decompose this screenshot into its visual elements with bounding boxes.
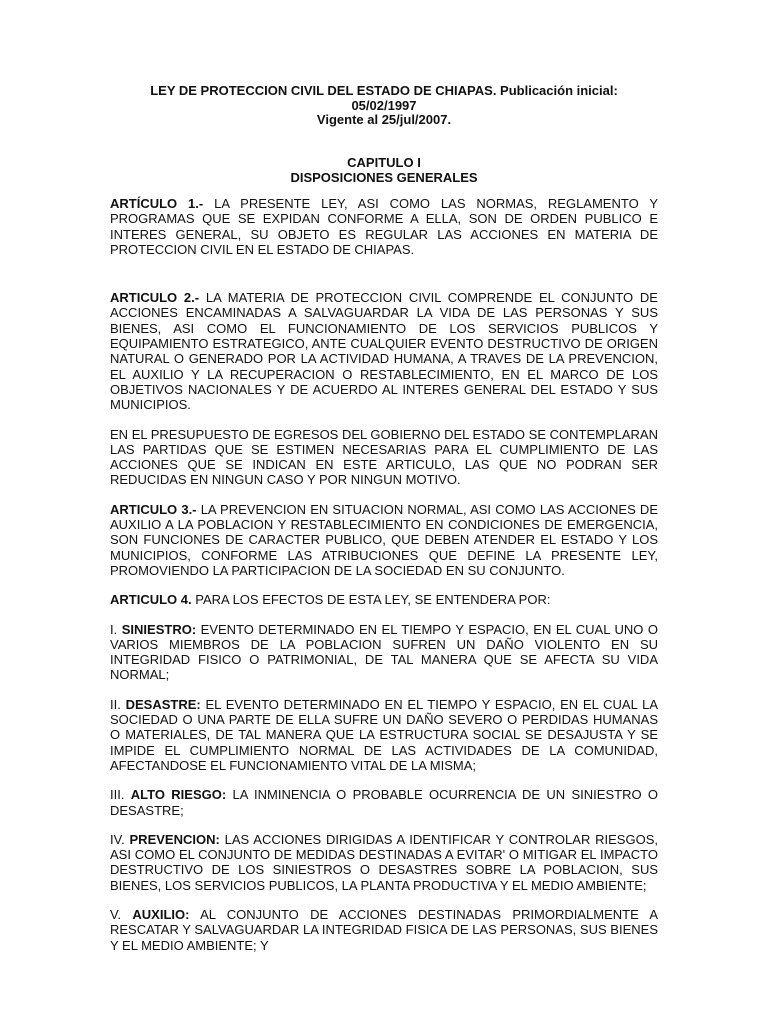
article-3-paragraph: [110, 502, 658, 578]
budget-text: EN EL PRESUPUESTO DE EGRESOS DEL GOBIERNO DEL ESTADO SE CONTEMPLARAN LAS PARTIDAS QUE SE ESTIMEN NECESARIAS PARA EL CUMPLIMIENTO DE LAS ACCIONES QUE SE INDICAN EN ESTE ARTICULO, LAS QUE NO PODRAN SER REDUCIDAS EN NINGUN CASO Y POR NINGUN MOTIVO.: [110, 426, 658, 488]
document-header: [110, 84, 658, 128]
article-4-paragraph: [110, 592, 658, 607]
article-1-paragraph: [110, 196, 658, 257]
definition-text: LAS ACCIONES DIRIGIDAS A IDENTIFICAR Y CONTROLAR RIESGOS, ASI COMO EL CONJUNTO DE MEDIDAS DESTINADAS A EVITAR' O MITIGAR EL IMPACTO DESTRUCTIVO DE LOS SINIESTROS O DESASTRES SOBRE LA POBLACION, SUS BIENES, LOS SERVICIOS PUBLICOS, LA PLANTA PRODUCTIVA Y EL MEDIO AMBIENTE;: [110, 831, 658, 893]
definition-term: ALTO RIESGO:: [130, 787, 227, 803]
article-2-paragraph: [110, 290, 658, 412]
document-body: [110, 196, 658, 953]
definition-auxilio: V. AUXILIO: AL CONJUNTO DE ACCIONES DESTINADAS PRIMORDIALMENTE A RESCATAR Y SALVAGUARDAR LA INTEGRIDAD FISICA DE LAS PERSONAS, SUS BIENES Y EL MEDIO AMBIENTE; Y: [110, 906, 658, 953]
article-2-text: LA MATERIA DE PROTECCION CIVIL COMPRENDE EL CONJUNTO DE ACCIONES ENCAMINADAS A SALVAGUARDAR LA VIDA DE LAS PERSONAS Y SUS BIENES, ASI COMO EL FUNCIONAMIENTO DE LOS SERVICIOS PUBLICOS Y EQUIPAMIENTO ESTRATEGICO, ANTE CUALQUIER EVENTO DESTRUCTIVO DE ORIGEN NATURAL O GENERADO POR LA ACTIVIDAD HUMANA, A TRAVES DE LA PREVENCION, EL AUXILIO Y LA RECUPERACION O RESTABLECIMIENTO, EN EL MARCO DE LOS OBJETIVOS NACIONALES Y DE ACUERDO AL INTERES GENERAL DEL ESTADO Y SUS MUNICIPIOS.: [110, 290, 658, 413]
article-3-label: ARTICULO 3.-: [110, 501, 197, 517]
article-4-text: PARA LOS EFECTOS DE ESTA LEY, SE ENTENDERA POR:: [191, 592, 551, 608]
chapter-title: CAPITULO I: [347, 155, 421, 170]
definition-term: AUXILIO:: [132, 906, 190, 922]
article-1-text: LA PRESENTE LEY, ASI COMO LAS NORMAS, REGLAMENTO Y PROGRAMAS QUE SE EXPIDAN CONFORME A ELLA, SON DE ORDEN PUBLICO E INTERES GENERAL, SU OBJETO ES REGULAR LAS ACCIONES EN MATERIA DE PROTECCION CIVIL EN EL ESTADO DE CHIAPAS.: [110, 196, 658, 257]
article-3-text: LA PREVENCION EN SITUACION NORMAL, ASI COMO LAS ACCIONES DE AUXILIO A LA POBLACION Y RESTABLECIMIENTO EN CONDICIONES DE EMERGENCIA, SON FUNCIONES DE CARACTER PUBLICO, QUE DEBEN ATENDER EL ESTADO Y LOS MUNICIPIOS, CONFORME LAS ATRIBUCIONES QUE DEFINE LA PRESENTE LEY, PROMOVIENDO LA PARTICIPACION DE LA SOCIEDAD EN SU CONJUNTO.: [110, 501, 658, 578]
definition-text: AL CONJUNTO DE ACCIONES DESTINADAS PRIMORDIALMENTE A RESCATAR Y SALVAGUARDAR LA INTEGRIDAD FISICA DE LAS PERSONAS, SUS BIENES Y EL MEDIO AMBIENTE; Y: [110, 906, 658, 953]
definition-siniestro: I. SINIESTRO: EVENTO DETERMINADO EN EL TIEMPO Y ESPACIO, EN EL CUAL UNO O VARIOS MIEMBROS DE LA POBLACION SUFREN UN DAÑO VIOLENTO EN SU INTEGRIDAD FISICO O PATRIMONIAL, DE TAL MANERA QUE SE AFECTA SU VIDA NORMAL;: [110, 621, 659, 683]
definition-term: PREVENCION:: [129, 831, 220, 847]
definition-prevencion: IV. PREVENCION: LAS ACCIONES DIRIGIDAS A IDENTIFICAR Y CONTROLAR RIESGOS, ASI COMO EL CONJUNTO DE MEDIDAS DESTINADAS A EVITAR' O MITIGAR EL IMPACTO DESTRUCTIVO DE LOS SINIESTROS O DESASTRES SOBRE LA POBLACION, SUS BIENES, LOS SERVICIOS PUBLICOS, LA PLANTA PRODUCTIVA Y EL MEDIO AMBIENTE;: [110, 831, 658, 893]
article-1-label: ARTÍCULO 1.-: [110, 196, 204, 211]
definition-alto-riesgo: III. ALTO RIESGO: LA INMINENCIA O PROBABLE OCURRENCIA DE UN SINIESTRO O DESASTRE;: [110, 787, 658, 818]
definition-text: EVENTO DETERMINADO EN EL TIEMPO Y ESPACIO, EN EL CUAL UNO O VARIOS MIEMBROS DE LA POBLACION SUFREN UN DAÑO VIOLENTO EN SU INTEGRIDAD FISICO O PATRIMONIAL, DE TAL MANERA QUE SE AFECTA SU VIDA NORMAL;: [110, 621, 659, 683]
article-4-label: ARTICULO 4.: [110, 592, 192, 608]
definition-text: EL EVENTO DETERMINADO EN EL TIEMPO Y ESPACIO, EN EL CUAL LA SOCIEDAD O UNA PARTE DE ELLA SUFRE UN DAÑO SEVERO O PERDIDAS HUMANAS O MATERIALES, DE TAL MANERA QUE LA ESTRUCTURA SOCIAL SE DESAJUSTA Y SE IMPIDE EL CUMPLIMIENTO NORMAL DE LAS ACTIVIDADES DE LA COMUNIDAD, AFECTANDOSE EL FUNCIONAMIENTO VITAL DE LA MISMA;: [110, 696, 658, 773]
definition-desastre: II. DESASTRE: EL EVENTO DETERMINADO EN EL TIEMPO Y ESPACIO, EN EL CUAL LA SOCIEDAD O UNA PARTE DE ELLA SUFRE UN DAÑO SEVERO O PERDIDAS HUMANAS O MATERIALES, DE TAL MANERA QUE LA ESTRUCTURA SOCIAL SE DESAJUSTA Y SE IMPIDE EL CUMPLIMIENTO NORMAL DE LAS ACTIVIDADES DE LA COMUNIDAD, AFECTANDOSE EL FUNCIONAMIENTO VITAL DE LA MISMA;: [110, 696, 658, 773]
header-date-line: 05/02/1997: [351, 97, 417, 113]
definition-text: LA INMINENCIA O PROBABLE OCURRENCIA DE UN SINIESTRO O DESASTRE;: [110, 787, 658, 818]
article-2-label: ARTICULO 2.-: [110, 290, 200, 306]
definition-term: SINIESTRO:: [121, 621, 197, 637]
header-title-line: LEY DE PROTECCION CIVIL DEL ESTADO DE CHIAPAS. Publicación inicial:: [150, 83, 618, 98]
budget-paragraph: [110, 427, 658, 488]
definition-term: DESASTRE:: [125, 696, 201, 712]
chapter-heading: [110, 155, 658, 185]
chapter-subtitle: DISPOSICIONES GENERALES: [290, 170, 478, 185]
header-validity-line: Vigente al 25/jul/2007.: [316, 112, 452, 127]
